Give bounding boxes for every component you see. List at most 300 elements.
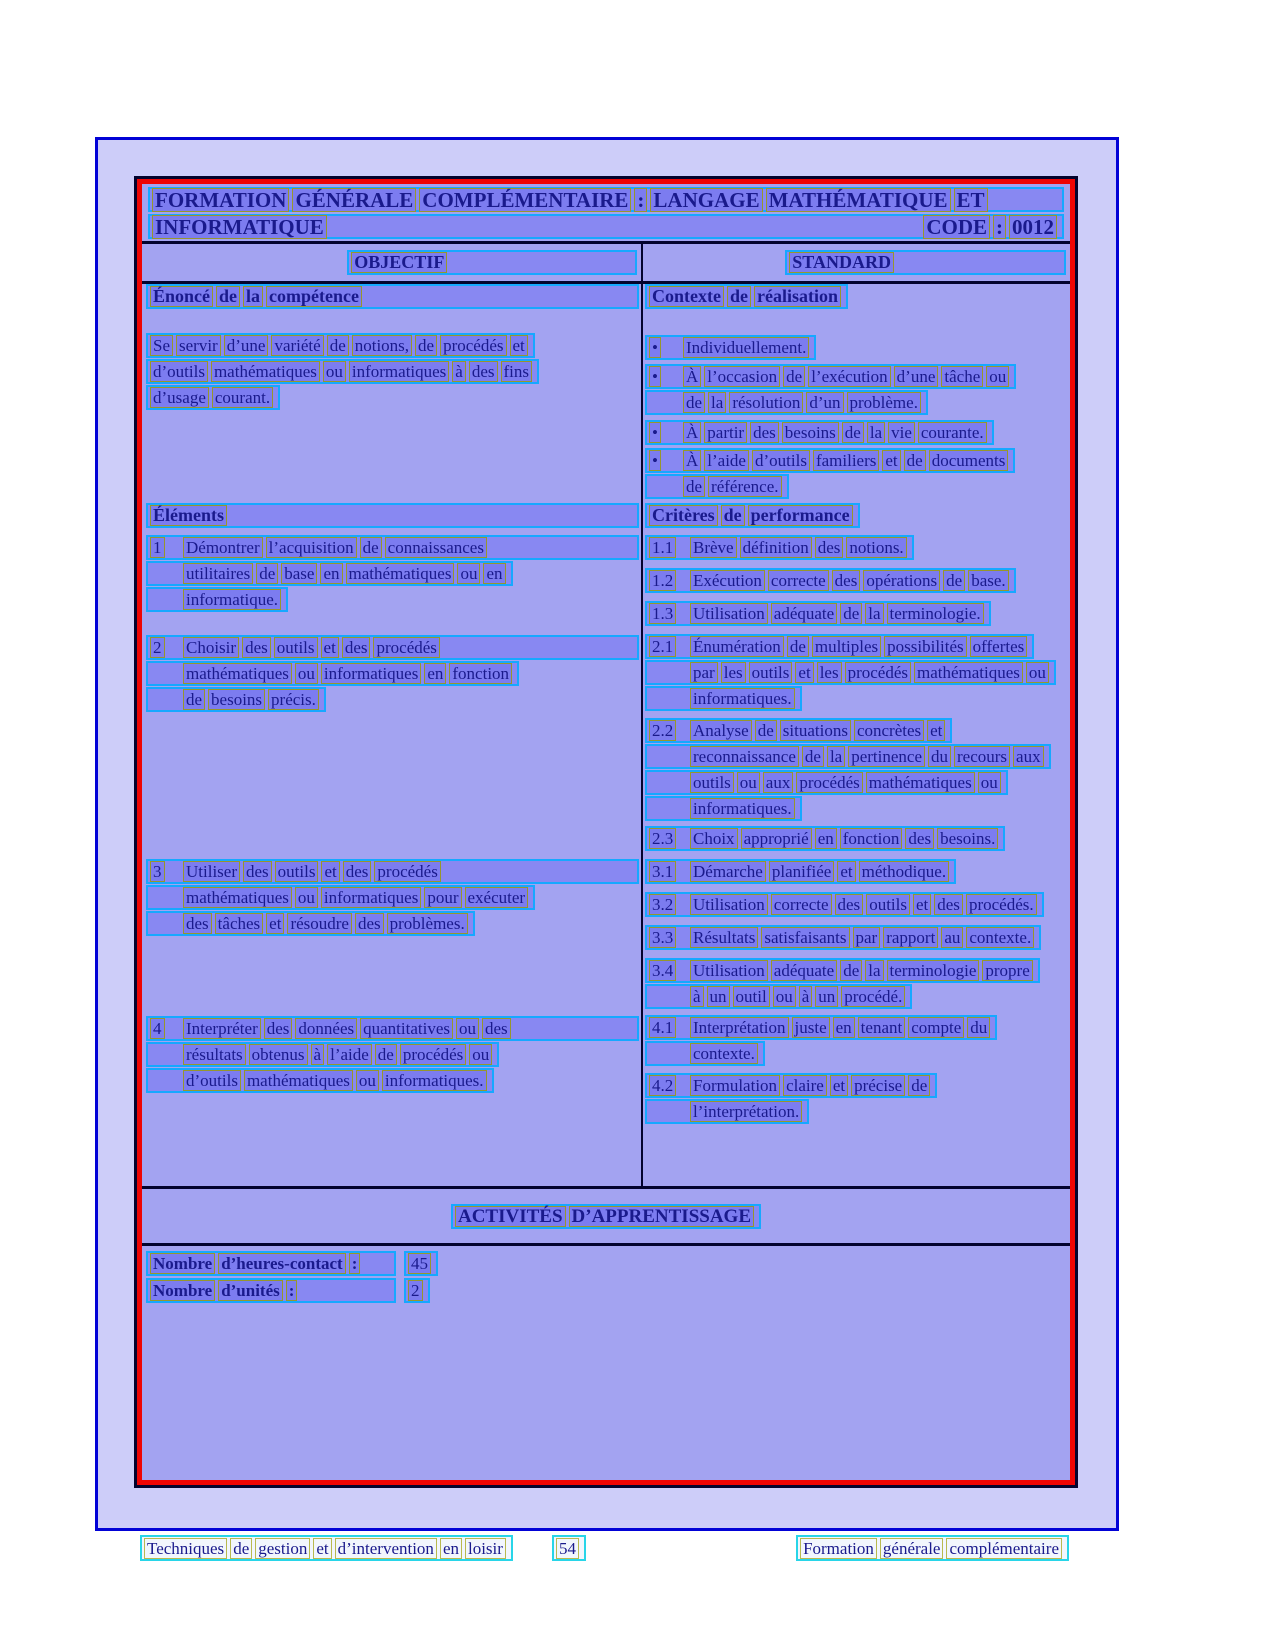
ocr-word: l’interprétation. xyxy=(690,1101,802,1122)
ocr-word: et xyxy=(321,637,339,658)
ocr-word: 3.1 xyxy=(649,861,676,882)
ocr-word: Nombre xyxy=(150,1280,215,1301)
ocr-word: un xyxy=(815,986,838,1007)
ocr-word: d’usage xyxy=(150,387,209,408)
ocr-word: les xyxy=(721,662,746,683)
footer-section-name xyxy=(796,1535,1069,1561)
ocr-word: informatiques xyxy=(349,361,449,382)
ocr-word: 2.3 xyxy=(649,828,676,849)
ocr-word: générale xyxy=(880,1538,944,1559)
ocr-word: ou xyxy=(323,361,346,382)
ocr-word: méthodique. xyxy=(859,861,950,882)
ocr-word: d’heures-contact xyxy=(218,1253,346,1274)
ocr-word: pertinence xyxy=(848,746,925,767)
ocr-word: d’une xyxy=(224,335,269,356)
ocr-word: procédé. xyxy=(841,986,905,1007)
item-number xyxy=(150,861,183,882)
ocr-word: des xyxy=(482,1018,511,1039)
ocr-line xyxy=(146,503,639,528)
ocr-word: problèmes. xyxy=(387,913,468,934)
ocr-word: et xyxy=(795,662,813,683)
column-header-row xyxy=(142,244,1070,281)
ocr-word: procédés. xyxy=(966,894,1037,915)
ocr-word: terminologie. xyxy=(887,603,984,624)
ocr-word: ACTIVITÉS xyxy=(455,1206,566,1227)
ocr-word: résoudre xyxy=(287,913,352,934)
ocr-word: informatiques xyxy=(321,887,421,908)
ocr-line xyxy=(146,284,639,309)
item-number xyxy=(649,337,683,358)
ocr-word: compétence xyxy=(266,286,362,307)
ocr-line xyxy=(645,826,1005,851)
ocr-word: utilitaires xyxy=(183,563,253,584)
ocr-word: informatiques. xyxy=(690,798,795,819)
ocr-word: de xyxy=(783,366,805,387)
ocr-line xyxy=(645,892,1044,917)
ocr-word: d’une xyxy=(894,366,939,387)
ocr-word: ou xyxy=(295,663,318,684)
ocr-word: besoins xyxy=(782,422,839,443)
contexte-bullet-1 xyxy=(645,335,1066,360)
ocr-word: mathématiques xyxy=(914,662,1023,683)
ocr-word: aux xyxy=(763,772,794,793)
ocr-word: Éléments xyxy=(150,505,227,526)
ocr-line xyxy=(645,686,802,711)
ocr-word: de xyxy=(230,1538,252,1559)
ocr-word: ou xyxy=(1026,662,1049,683)
element-item-2 xyxy=(146,635,639,712)
ocr-line xyxy=(146,333,535,358)
ocr-word: problème. xyxy=(847,392,921,413)
ocr-word: en xyxy=(440,1538,462,1559)
ocr-word: Choix xyxy=(690,828,738,849)
ocr-word: en xyxy=(483,563,505,584)
ocr-word: claire xyxy=(783,1075,827,1096)
ocr-word: outils xyxy=(274,637,318,658)
ocr-word: en xyxy=(833,1017,855,1038)
ocr-word: mathématiques xyxy=(244,1070,353,1091)
ocr-word: tâches xyxy=(215,913,263,934)
item-number xyxy=(150,537,183,558)
ocr-line xyxy=(645,984,912,1009)
ocr-line xyxy=(645,390,928,415)
ocr-word: procédés xyxy=(796,772,862,793)
ocr-word: et xyxy=(266,913,284,934)
ocr-word: de xyxy=(787,636,809,657)
activities-band xyxy=(142,1189,1070,1243)
ocr-word: par xyxy=(690,662,718,683)
ocr-word: procédés xyxy=(845,662,911,683)
units-row xyxy=(146,1278,1070,1303)
ocr-word: ou xyxy=(986,366,1009,387)
ocr-line xyxy=(645,1041,765,1066)
ocr-word: des xyxy=(815,537,844,558)
ocr-word: procédés xyxy=(440,335,506,356)
ocr-word: et xyxy=(510,335,528,356)
ocr-word: mathématiques xyxy=(183,887,292,908)
ocr-word: à xyxy=(311,1044,325,1065)
ocr-word: opérations xyxy=(863,570,940,591)
ocr-word: ou xyxy=(356,1070,379,1091)
ocr-word: d’un xyxy=(806,392,843,413)
ocr-word: base. xyxy=(968,570,1008,591)
ocr-line xyxy=(146,1042,499,1067)
table-title-band xyxy=(142,184,1070,241)
ocr-word: adéquate xyxy=(771,603,837,624)
enonce-competence-header xyxy=(146,284,639,309)
ocr-word: variété xyxy=(271,335,323,356)
ocr-word: planifiée xyxy=(769,861,834,882)
ocr-word: un xyxy=(707,986,730,1007)
ocr-word: de xyxy=(721,505,745,526)
ocr-word: réalisation xyxy=(754,286,841,307)
criterion-3-1 xyxy=(645,859,1066,884)
ocr-word: correcte xyxy=(771,894,832,915)
ocr-word: 3.3 xyxy=(649,927,676,948)
criterion-1-2 xyxy=(645,568,1066,593)
ocr-word: mathématiques xyxy=(183,663,292,684)
ocr-line xyxy=(645,744,1051,769)
ocr-word: : xyxy=(349,1253,361,1274)
ocr-word: outils xyxy=(275,861,319,882)
ocr-word: de xyxy=(375,1044,397,1065)
ocr-word: des xyxy=(750,422,779,443)
ocr-word: Énoncé xyxy=(150,286,213,307)
ocr-line xyxy=(645,420,994,445)
ocr-word: Utilisation xyxy=(690,894,768,915)
ocr-word: Utilisation xyxy=(690,603,768,624)
ocr-word: de xyxy=(327,335,349,356)
ocr-word: contexte. xyxy=(966,927,1034,948)
ocr-word: la xyxy=(827,746,845,767)
title-line-1 xyxy=(148,187,1064,212)
ocr-word: À xyxy=(683,422,701,443)
ocr-word: de xyxy=(183,689,205,710)
ocr-word: d’unités xyxy=(218,1280,283,1301)
ocr-word: satisfaisants xyxy=(761,927,849,948)
ocr-word: des xyxy=(905,828,934,849)
ocr-word: des xyxy=(343,861,372,882)
item-number xyxy=(649,537,690,558)
course-code xyxy=(923,215,1060,239)
ocr-word: du xyxy=(967,1017,990,1038)
ocr-word: aux xyxy=(1013,746,1044,767)
ocr-word: ou xyxy=(456,1018,479,1039)
item-number xyxy=(649,1017,690,1038)
ocr-word: Contexte xyxy=(649,286,724,307)
criterion-1-1 xyxy=(645,535,1066,560)
ocr-line xyxy=(146,359,539,384)
ocr-word: Individuellement. xyxy=(683,337,809,358)
element-item-3 xyxy=(146,859,639,936)
ocr-word: gestion xyxy=(255,1538,310,1559)
ocr-word: de xyxy=(755,720,777,741)
ocr-line xyxy=(146,885,535,910)
item-number xyxy=(649,828,690,849)
item-number xyxy=(150,637,183,658)
elements-header xyxy=(146,503,639,528)
ocr-word: résolution xyxy=(729,392,803,413)
ocr-word: Formulation xyxy=(690,1075,780,1096)
criterion-3-3 xyxy=(645,925,1066,950)
ocr-word: notions, xyxy=(352,335,412,356)
ocr-word: GÉNÉRALE xyxy=(292,188,416,212)
ocr-word: base xyxy=(281,563,317,584)
ocr-word: fonction xyxy=(840,828,903,849)
ocr-word: et xyxy=(313,1538,331,1559)
contexte-bullet-2 xyxy=(645,364,1066,415)
ocr-word: de xyxy=(683,476,705,497)
ocr-word: • xyxy=(649,366,661,387)
ocr-word: la xyxy=(708,392,726,413)
ocr-line xyxy=(146,661,519,686)
standard-column xyxy=(643,284,1070,1186)
ocr-word: propre xyxy=(982,960,1032,981)
ocr-word: des xyxy=(183,913,212,934)
ocr-word: des xyxy=(355,913,384,934)
criteres-performance-header xyxy=(645,503,1066,528)
ocr-word: recours xyxy=(954,746,1010,767)
ocr-word: D’APPRENTISSAGE xyxy=(569,1206,754,1227)
ocr-line xyxy=(645,660,1056,685)
ocr-word: mathématiques xyxy=(346,563,455,584)
ocr-word: en xyxy=(815,828,837,849)
footer-page-number xyxy=(552,1535,586,1561)
ocr-word: la xyxy=(865,960,883,981)
ocr-line xyxy=(645,925,1041,950)
hours-contact-row xyxy=(146,1251,1070,1276)
ocr-line xyxy=(645,448,1015,473)
ocr-word: reconnaissance xyxy=(690,746,799,767)
ocr-word: • xyxy=(649,450,661,471)
ocr-word: servir xyxy=(176,335,221,356)
competency-table-frame xyxy=(134,176,1078,1488)
ocr-line xyxy=(645,503,860,528)
ocr-word: la xyxy=(243,286,263,307)
ocr-word: des xyxy=(264,1018,293,1039)
ocr-word: À xyxy=(683,450,701,471)
ocr-word: besoins xyxy=(208,689,265,710)
ocr-word: informatiques xyxy=(321,663,421,684)
ocr-line xyxy=(645,1099,809,1124)
ocr-word: compte xyxy=(908,1017,964,1038)
ocr-word: mathématiques xyxy=(866,772,975,793)
item-number xyxy=(649,960,690,981)
ocr-word: connaissances xyxy=(385,537,487,558)
item-number xyxy=(649,422,683,443)
ocr-word: MATHÉMATIQUE xyxy=(766,188,951,212)
ocr-line xyxy=(645,859,956,884)
ocr-word: 3.2 xyxy=(649,894,676,915)
ocr-word: de xyxy=(415,335,437,356)
ocr-word: de xyxy=(840,603,862,624)
ocr-word: à xyxy=(690,986,704,1007)
ocr-word: loisir xyxy=(465,1538,506,1559)
ocr-word: fonction xyxy=(449,663,512,684)
objectif-header-cell xyxy=(142,244,641,281)
element-item-1 xyxy=(146,535,639,612)
ocr-word: : xyxy=(286,1280,298,1301)
ocr-line xyxy=(645,634,1034,659)
ocr-line xyxy=(146,1016,639,1041)
ocr-word: à xyxy=(799,986,813,1007)
ocr-word: Nombre xyxy=(150,1253,215,1274)
competency-table xyxy=(137,179,1075,1485)
ocr-word: des xyxy=(342,637,371,658)
ocr-word: Critères xyxy=(649,505,718,526)
ocr-word: obtenus xyxy=(249,1044,308,1065)
ocr-word: ou xyxy=(469,1044,492,1065)
ocr-word: l’exécution xyxy=(808,366,890,387)
ocr-word: ou xyxy=(978,772,1001,793)
ocr-line xyxy=(645,796,802,821)
ocr-line xyxy=(146,535,639,560)
ocr-word: de xyxy=(842,422,864,443)
ocr-word: et xyxy=(321,861,339,882)
standard-header-cell xyxy=(643,244,1070,281)
criterion-3-2 xyxy=(645,892,1066,917)
criterion-2-3 xyxy=(645,826,1066,851)
hours-contact-label xyxy=(146,1251,396,1276)
criterion-1-3 xyxy=(645,601,1066,626)
item-number xyxy=(649,570,690,591)
ocr-word: pour xyxy=(424,887,461,908)
ocr-word: la xyxy=(865,603,883,624)
ocr-word: performance xyxy=(748,505,853,526)
ocr-word: possibilités xyxy=(884,636,967,657)
ocr-word: 1 xyxy=(150,537,165,558)
ocr-line xyxy=(645,364,1016,389)
enonce-competence-text xyxy=(146,333,639,410)
ocr-word: Choisir xyxy=(183,637,239,658)
title-line-2-text xyxy=(152,215,330,239)
footer-program-name xyxy=(140,1535,513,1561)
units-label xyxy=(146,1278,396,1303)
ocr-line xyxy=(146,687,326,712)
ocr-word: outil xyxy=(733,986,770,1007)
ocr-word: Utiliser xyxy=(183,861,240,882)
ocr-word: ou xyxy=(295,887,318,908)
ocr-word: LANGAGE xyxy=(650,188,762,212)
element-item-4 xyxy=(146,1016,639,1093)
ocr-line xyxy=(146,385,280,410)
ocr-word: Utilisation xyxy=(690,960,768,981)
ocr-word: FORMATION xyxy=(152,188,289,212)
ocr-word: 0012 xyxy=(1009,215,1057,239)
ocr-word: Exécution xyxy=(690,570,765,591)
table-body xyxy=(142,284,1070,1186)
ocr-word: mathématiques xyxy=(211,361,320,382)
ocr-word: Démarche xyxy=(690,861,766,882)
ocr-line xyxy=(645,958,1040,983)
ocr-word: l’aide xyxy=(327,1044,372,1065)
ocr-word: fins xyxy=(501,361,533,382)
ocr-word: Formation xyxy=(800,1538,877,1559)
ocr-word: complémentaire xyxy=(946,1538,1062,1559)
ocr-word: rapport xyxy=(883,927,938,948)
ocr-word: l’aide xyxy=(704,450,749,471)
ocr-word: la xyxy=(867,422,885,443)
ocr-word: de xyxy=(360,537,382,558)
ocr-word: correcte xyxy=(768,570,829,591)
criterion-4-1 xyxy=(645,1015,1066,1066)
item-number xyxy=(649,603,690,624)
ocr-word: ou xyxy=(457,563,480,584)
ocr-word: procédés xyxy=(373,637,439,658)
ocr-word: précis. xyxy=(268,689,319,710)
ocr-line xyxy=(645,335,816,360)
ocr-word: par xyxy=(853,927,881,948)
ocr-line xyxy=(645,535,914,560)
units-value xyxy=(404,1278,430,1303)
ocr-word: • xyxy=(649,337,661,358)
ocr-word: données xyxy=(295,1018,357,1039)
ocr-word: et xyxy=(927,720,945,741)
ocr-word: informatiques. xyxy=(690,688,795,709)
ocr-word: OBJECTIF xyxy=(351,252,447,273)
ocr-word: l’occasion xyxy=(704,366,780,387)
ocr-word: Résultats xyxy=(690,927,758,948)
ocr-word: d’outils xyxy=(150,361,208,382)
ocr-word: 3.4 xyxy=(649,960,676,981)
ocr-word: de xyxy=(802,746,824,767)
ocr-line xyxy=(146,859,639,884)
ocr-word: procédés xyxy=(374,861,440,882)
ocr-word: référence. xyxy=(708,476,781,497)
item-number xyxy=(649,1075,690,1096)
ocr-word: besoins. xyxy=(937,828,998,849)
ocr-word: tenant xyxy=(858,1017,906,1038)
ocr-word: À xyxy=(683,366,701,387)
ocr-word: informatique. xyxy=(183,589,281,610)
ocr-line xyxy=(146,635,639,660)
ocr-line xyxy=(645,770,1008,795)
ocr-word: d’intervention xyxy=(335,1538,437,1559)
ocr-word: situations xyxy=(780,720,851,741)
ocr-word: en xyxy=(424,663,446,684)
ocr-word: d’outils xyxy=(752,450,810,471)
activities-header xyxy=(451,1204,761,1229)
title-line-2 xyxy=(148,214,1064,239)
ocr-word: 1.3 xyxy=(649,603,676,624)
ocr-word: et xyxy=(830,1075,848,1096)
page-sheet xyxy=(95,137,1119,1531)
ocr-word: partir xyxy=(704,422,747,443)
course-load-section xyxy=(142,1246,1070,1480)
objectif-column xyxy=(142,284,641,1186)
ocr-word: familiers xyxy=(813,450,879,471)
ocr-word: INFORMATIQUE xyxy=(152,215,327,239)
ocr-word: 45 xyxy=(408,1253,431,1274)
ocr-word: 4.1 xyxy=(649,1017,676,1038)
ocr-word: de xyxy=(908,1075,930,1096)
ocr-word: Énumération xyxy=(690,636,784,657)
item-number xyxy=(649,720,690,741)
ocr-word: Interprétation xyxy=(690,1017,789,1038)
ocr-word: quantitatives xyxy=(360,1018,453,1039)
ocr-word: Analyse xyxy=(690,720,752,741)
ocr-line xyxy=(645,284,848,309)
ocr-word: • xyxy=(649,422,661,443)
ocr-word: Démontrer xyxy=(183,537,263,558)
ocr-line xyxy=(146,561,513,586)
ocr-word: 2.2 xyxy=(649,720,676,741)
ocr-word: juste xyxy=(792,1017,830,1038)
ocr-word: concrètes xyxy=(854,720,924,741)
ocr-word: Se xyxy=(150,335,173,356)
ocr-word: précise xyxy=(851,1075,905,1096)
ocr-word: CODE xyxy=(923,215,990,239)
